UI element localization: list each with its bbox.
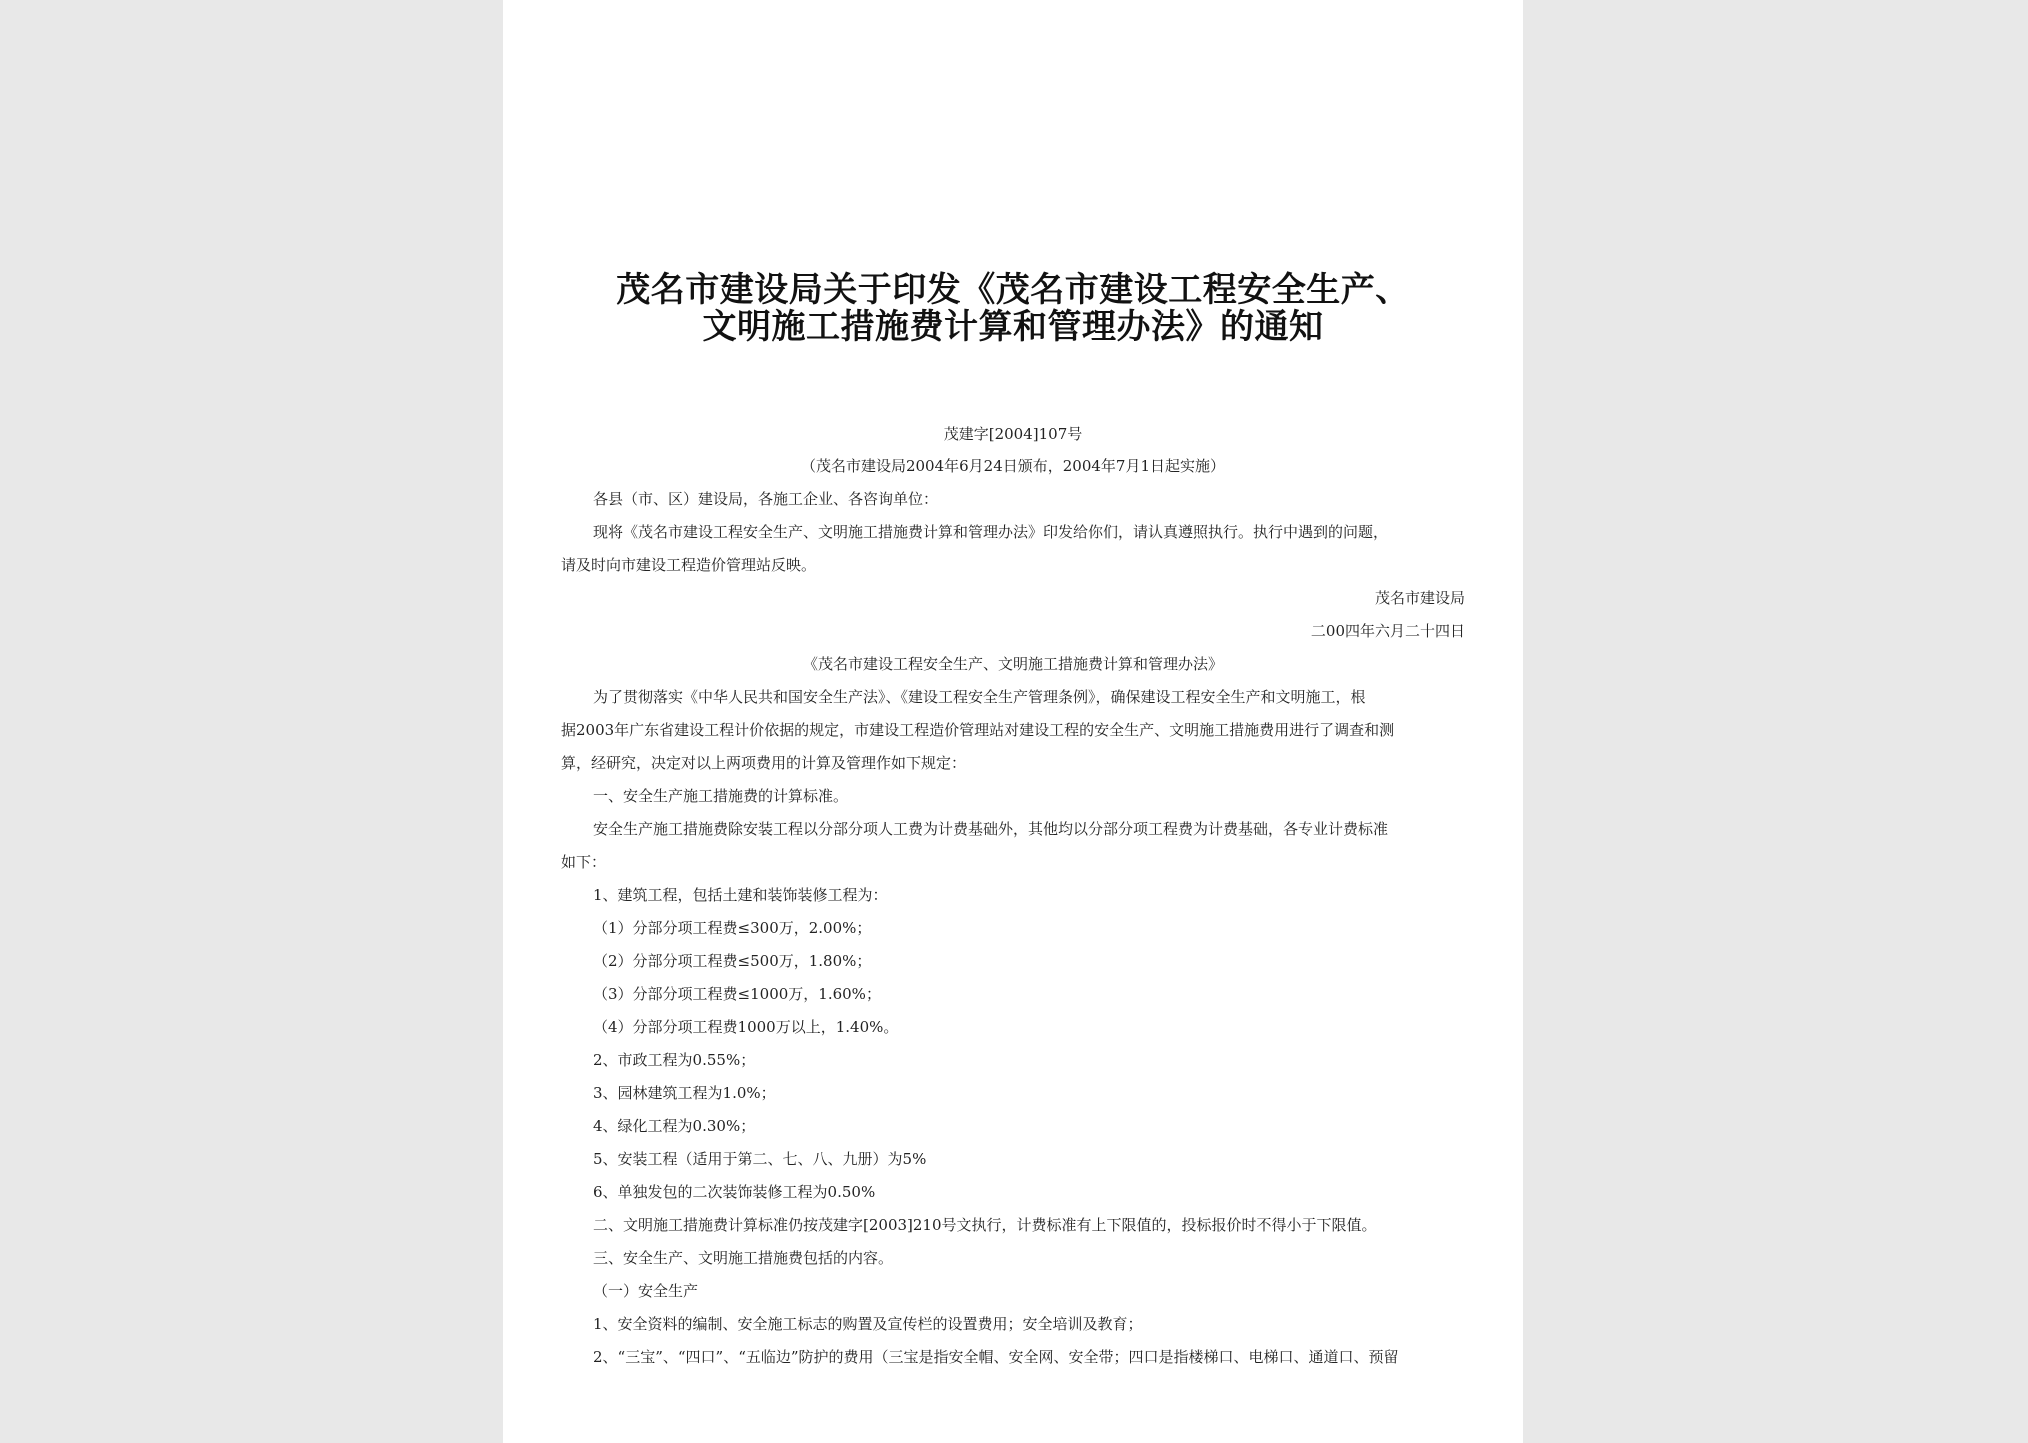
section-1-heading: 一、安全生产施工措施费的计算标准。 <box>593 787 849 805</box>
document-title-line1: 茂名市建设局关于印发《茂名市建设工程安全生产、 <box>616 270 1410 310</box>
issue-note: （茂名市建设局2004年6月24日颁布，2004年7月1日起实施） <box>800 457 1226 475</box>
body-title: 《茂名市建设工程安全生产、文明施工措施费计算和管理办法》 <box>802 655 1223 673</box>
list-item-5: 5、安装工程（适用于第二、七、八、九册）为5% <box>593 1150 927 1168</box>
list-item-1-3: （3）分部分项工程费≤1000万，1.60%； <box>593 985 881 1003</box>
subsection-1-item-2: 2、“三宝”、“四口”、“五临边”防护的费用（三宝是指安全帽、安全网、安全带；四口是指楼梯口、电梯口、通道口、预留 <box>593 1348 1399 1366</box>
list-item-1: 1、建筑工程，包括土建和装饰装修工程为： <box>593 886 888 904</box>
list-item-1-2: （2）分部分项工程费≤500万，1.80%； <box>593 952 872 970</box>
signature: 茂名市建设局 <box>1374 589 1465 607</box>
section-3-heading: 三、安全生产、文明施工措施费包括的内容。 <box>593 1249 894 1267</box>
intro-line-1: 现将《茂名市建设工程安全生产、文明施工措施费计算和管理办法》印发给你们，请认真遵照执行。执行中遇到的问题， <box>593 523 1389 541</box>
sign-date: 二00四年六月二十四日 <box>1310 622 1465 640</box>
preamble-line-2: 据2003年广东省建设工程计价依据的规定，市建设工程造价管理站对建设工程的安全生产、文明施工措施费用进行了调查和测 <box>561 721 1395 739</box>
salutation: 各县（市、区）建设局，各施工企业、各咨询单位： <box>593 490 939 508</box>
section-1-para-line-1: 安全生产施工措施费除安装工程以分部分项人工费为计费基础外，其他均以分部分项工程费为计费基础，各专业计费标准 <box>593 820 1389 838</box>
list-item-1-1: （1）分部分项工程费≤300万，2.00%； <box>593 919 872 937</box>
document-title-line2: 文明施工措施费计算和管理办法》的通知 <box>702 307 1324 347</box>
intro-line-2: 请及时向市建设工程造价管理站反映。 <box>561 556 817 574</box>
list-item-1-4: （4）分部分项工程费1000万以上，1.40%。 <box>593 1018 899 1036</box>
preamble-line-3: 算，经研究，决定对以上两项费用的计算及管理作如下规定： <box>561 754 967 772</box>
section-1-para-line-2: 如下： <box>561 853 607 871</box>
document-page <box>503 0 1523 1443</box>
section-2-heading: 二、文明施工措施费计算标准仍按茂建字[2003]210号文执行，计费标准有上下限值的，投标报价时不得小于下限值。 <box>593 1216 1377 1234</box>
list-item-6: 6、单独发包的二次装饰装修工程为0.50% <box>593 1183 876 1201</box>
preamble-line-1: 为了贯彻落实《中华人民共和国安全生产法》、《建设工程安全生产管理条例》，确保建设工程安全生产和文明施工，根 <box>593 688 1366 706</box>
subsection-1-item-1: 1、安全资料的编制、安全施工标志的购置及宣传栏的设置费用；安全培训及教育； <box>593 1315 1143 1333</box>
list-item-3: 3、园林建筑工程为1.0%； <box>593 1084 776 1102</box>
document-number: 茂建字[2004]107号 <box>943 425 1083 443</box>
subsection-1-heading: （一）安全生产 <box>593 1282 699 1300</box>
list-item-4: 4、绿化工程为0.30%； <box>593 1117 756 1135</box>
list-item-2: 2、市政工程为0.55%； <box>593 1051 756 1069</box>
